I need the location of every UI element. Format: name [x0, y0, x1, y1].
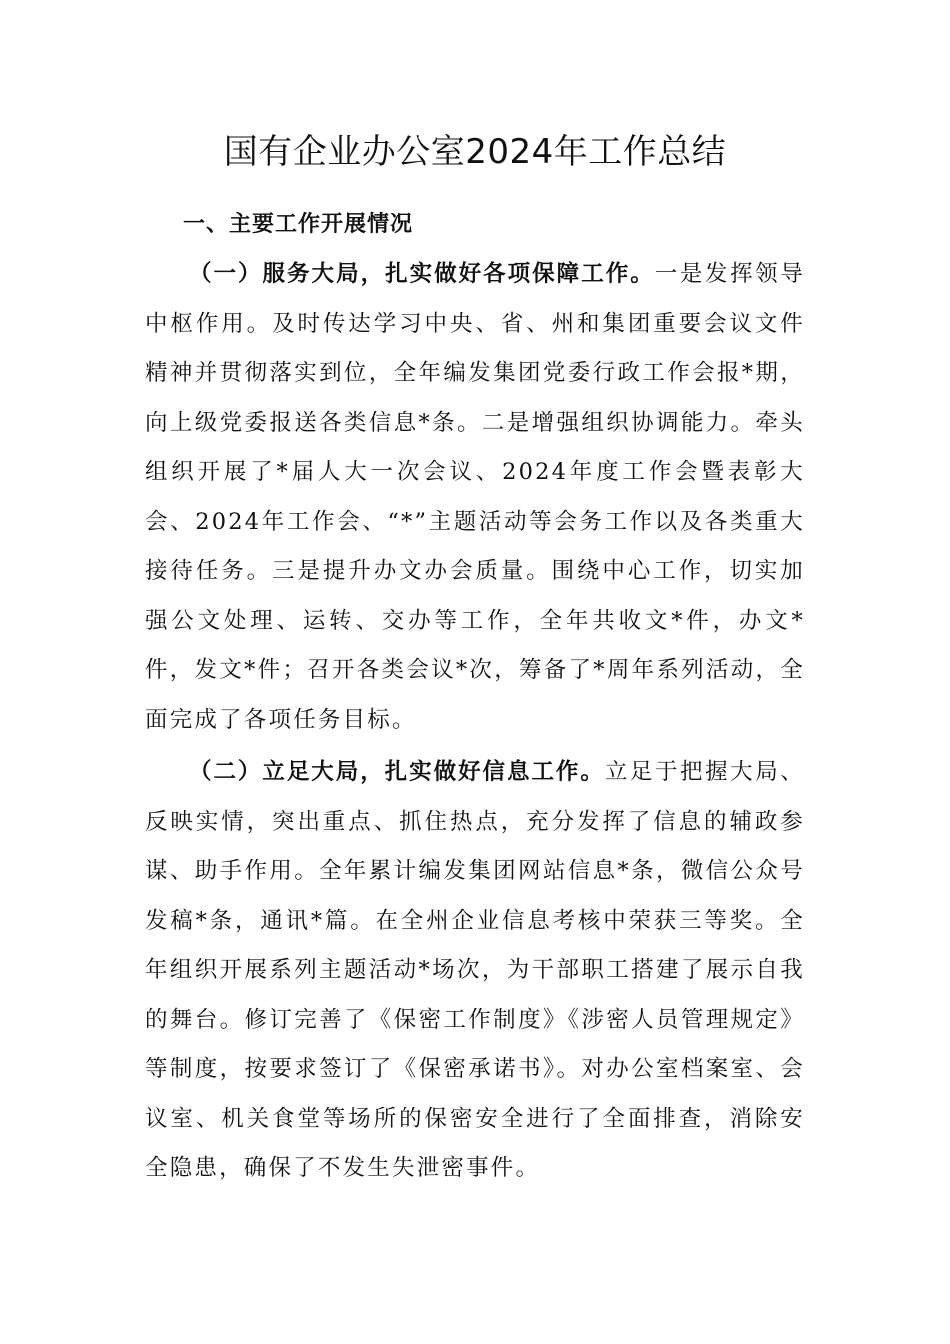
paragraph-service-overall [145, 250, 805, 745]
paragraph-lead: （一）服务大局，扎实做好各项保障工作。 [189, 261, 655, 287]
paragraph-lead: （二）立足大局，扎实做好信息工作。 [189, 759, 605, 785]
section-heading: 一、主要工作开展情况 [183, 212, 414, 237]
paragraph-body: 一是发挥领导中枢作用。及时传达学习中央、省、州和集团重要会议文件精神并贯彻落实到位，全年编发集团党委行政工作会报*期，向上级党委报送各类信息*条。二是增强组织协调能力。牵头组织开展了*届人大一次会议、2024年度工作会暨表彰大会、2024年工作会、“*”主题活动等会务工作以及各类重大接待任务。三是提升办文办会质量。围绕中心工作，切实加强公文处理、运转、交办等工作，全年共收文*件，办文*件，发文*件；召开各类会议*次，筹备了*周年系列活动，全面完成了各项任务目标。 [145, 261, 805, 733]
paragraph-body: 立足于把握大局、反映实情，突出重点、抓住热点，充分发挥了信息的辅政参谋、助手作用。全年累计编发集团网站信息*条，微信公众号发稿*条，通讯*篇。在全州企业信息考核中荣获三等奖。全年组织开展系列主题活动*场次，为干部职工搭建了展示自我的舞台。修订完善了《保密工作制度》《涉密人员管理规定》等制度，按要求签订了《保密承诺书》。对办公室档案室、会议室、机关食堂等场所的保密安全进行了全面排查，消除安全隐患，确保了不发生失泄密事件。 [145, 759, 805, 1181]
paragraph-information-work [145, 748, 805, 1194]
document-title: 国有企业办公室2024年工作总结 [223, 132, 727, 172]
